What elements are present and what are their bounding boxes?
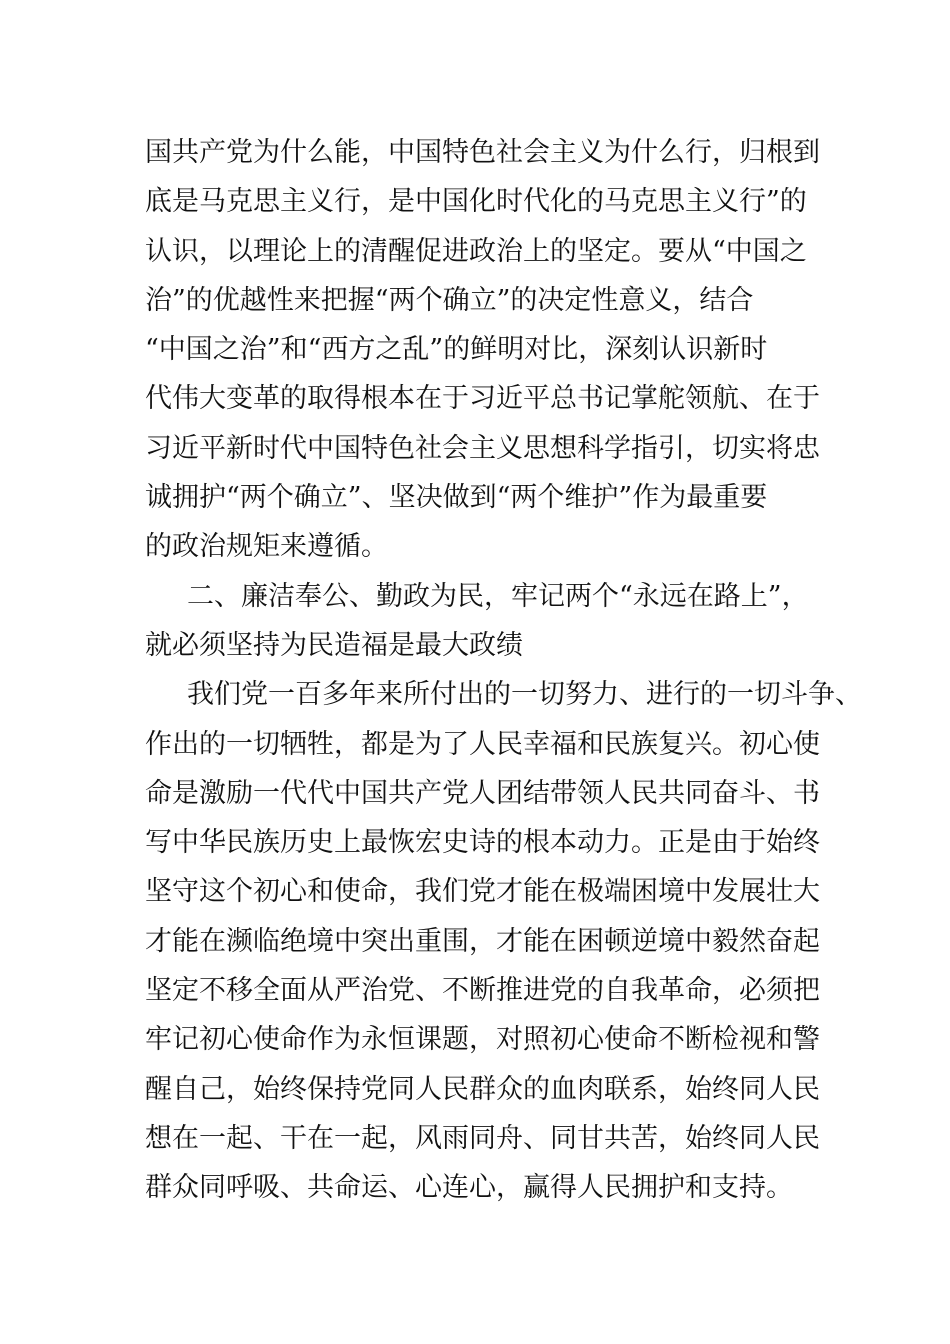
text-line: 作出的一切牺牲，都是为了人民幸福和民族复兴。初心使	[145, 728, 820, 760]
text-line: 醒自己，始终保持党同人民群众的血肉联系，始终同人民	[145, 1073, 820, 1105]
text-line: 才能在濒临绝境中突出重围，才能在困顿逆境中毅然奋起	[145, 925, 820, 957]
heading-line: 二、廉洁奉公、勤政为民，牢记两个“永远在路上”，	[187, 580, 809, 612]
text-line: 治”的优越性来把握“两个确立”的决定性意义，结合	[145, 284, 754, 316]
text-line: 坚定不移全面从严治党、不断推进党的自我革命，必须把	[145, 975, 820, 1007]
text-line: 想在一起、干在一起，风雨同舟、同甘共苦，始终同人民	[145, 1122, 820, 1154]
paragraph-main	[145, 670, 862, 1212]
text-line: 坚守这个初心和使命，我们党才能在极端困境中发展壮大	[145, 876, 820, 908]
text-line: 写中华民族历史上最恢宏史诗的根本动力。正是由于始终	[145, 827, 820, 859]
document-body	[145, 128, 862, 1213]
text-line: 认识，以理论上的清醒促进政治上的坚定。要从“中国之	[145, 235, 807, 267]
text-line: 我们党一百多年来所付出的一切努力、进行的一切斗争、	[187, 679, 862, 711]
text-line: 代伟大变革的取得根本在于习近平总书记掌舵领航、在于	[145, 383, 820, 415]
text-line: 国共产党为什么能，中国特色社会主义为什么行，归根到	[145, 137, 820, 168]
text-line: 习近平新时代中国特色社会主义思想科学指引，切实将忠	[145, 432, 820, 464]
text-line: 牢记初心使命作为永恒课题，对照初心使命不断检视和警	[145, 1024, 820, 1056]
heading-line: 就必须坚持为民造福是最大政绩	[145, 629, 523, 661]
text-line: 底是马克思主义行，是中国化时代化的马克思主义行”的	[145, 186, 807, 218]
text-line: 群众同呼吸、共命运、心连心，赢得人民拥护和支持。	[145, 1172, 793, 1204]
paragraph-continuation	[145, 128, 845, 572]
section-heading	[145, 572, 845, 671]
text-line: 的政治规矩来遵循。	[145, 531, 388, 563]
text-line: 命是激励一代代中国共产党人团结带领人民共同奋斗、书	[145, 777, 820, 809]
text-line: “中国之治”和“西方之乱”的鲜明对比，深刻认识新时	[145, 334, 768, 366]
text-line: 诚拥护“两个确立”、坚决做到“两个维护”作为最重要	[145, 482, 768, 514]
